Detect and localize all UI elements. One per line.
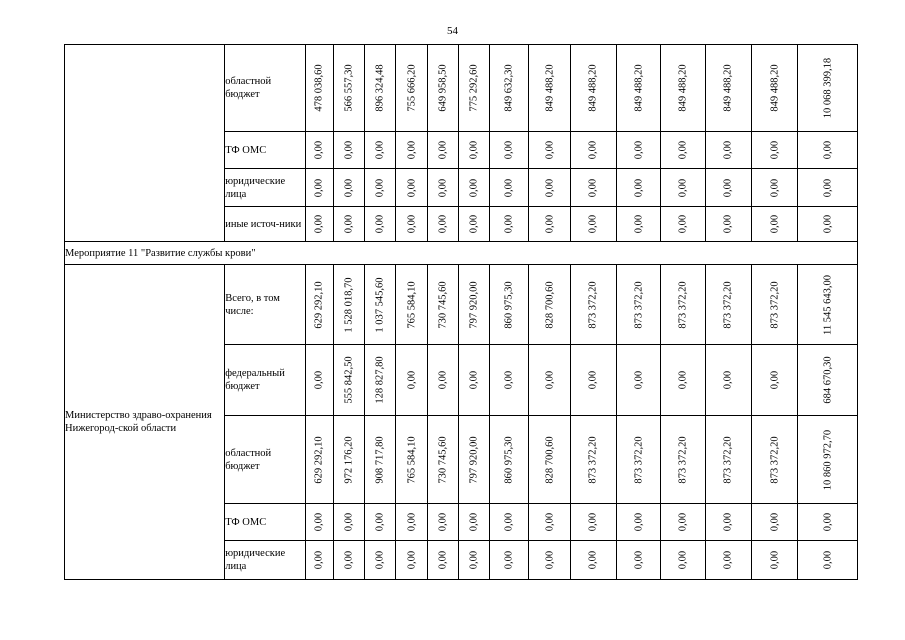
- value-cell: [529, 265, 570, 345]
- value-text: 11 545 643,00: [822, 274, 834, 335]
- value-text: 0,00: [503, 140, 515, 160]
- value-cell: [752, 504, 798, 541]
- value-cell: [529, 541, 570, 580]
- value-text: 730 745,60: [437, 280, 449, 329]
- value-cell: [570, 504, 616, 541]
- value-cell: [752, 416, 798, 504]
- value-cell: [661, 132, 705, 169]
- value-text: 0,00: [406, 178, 418, 197]
- value-text: 0,00: [677, 370, 689, 390]
- source-label: иные источ-ники: [225, 207, 306, 242]
- value-cell: [458, 132, 489, 169]
- value-text: 0,00: [468, 370, 480, 390]
- value-text: 1 037 545,60: [374, 276, 386, 333]
- value-cell: [305, 541, 333, 580]
- value-cell: [661, 345, 705, 416]
- total-value-cell: [798, 265, 858, 345]
- value-text: 0,00: [503, 512, 515, 532]
- value-text: 0,00: [722, 214, 734, 234]
- value-text: 0,00: [544, 370, 556, 390]
- value-text: 849 488,20: [587, 64, 599, 112]
- value-text: 0,00: [722, 550, 734, 570]
- value-text: 873 372,20: [633, 435, 645, 484]
- value-text: 0,00: [503, 214, 515, 234]
- value-text: 0,00: [343, 512, 355, 532]
- value-cell: [617, 207, 661, 242]
- value-cell: [705, 207, 751, 242]
- value-cell: [752, 132, 798, 169]
- source-label: федеральный бюджет: [225, 345, 306, 416]
- value-cell: [396, 207, 427, 242]
- value-text: 0,00: [544, 178, 556, 197]
- value-text: 849 632,30: [503, 64, 515, 112]
- value-text: 0,00: [468, 178, 480, 197]
- value-text: 0,00: [374, 214, 386, 234]
- value-cell: [529, 45, 570, 132]
- value-cell: [305, 132, 333, 169]
- value-text: 0,00: [587, 512, 599, 532]
- value-cell: [705, 169, 751, 207]
- value-cell: [396, 345, 427, 416]
- value-cell: [490, 45, 529, 132]
- value-cell: [705, 132, 751, 169]
- value-text: 0,00: [587, 370, 599, 390]
- value-text: 0,00: [722, 178, 734, 197]
- value-cell: [427, 265, 458, 345]
- value-cell: [334, 45, 365, 132]
- value-cell: [334, 345, 365, 416]
- value-text: 1 528 018,70: [343, 276, 355, 333]
- value-text: 0,00: [677, 512, 689, 532]
- value-cell: [305, 265, 333, 345]
- value-cell: [334, 416, 365, 504]
- source-label: ТФ ОМС: [225, 504, 306, 541]
- value-cell: [617, 45, 661, 132]
- value-cell: [365, 207, 396, 242]
- value-text: 0,00: [437, 512, 449, 532]
- value-cell: [427, 207, 458, 242]
- value-cell: [427, 169, 458, 207]
- value-text: 0,00: [406, 140, 418, 160]
- value-text: 0,00: [374, 512, 386, 532]
- value-cell: [305, 504, 333, 541]
- source-label: областной бюджет: [225, 45, 306, 132]
- value-cell: [427, 504, 458, 541]
- value-text: 0,00: [769, 140, 781, 160]
- value-cell: [570, 541, 616, 580]
- value-text: 849 488,20: [633, 64, 645, 112]
- value-text: 0,00: [677, 140, 689, 160]
- value-text: 478 038,60: [313, 64, 325, 112]
- value-cell: [570, 345, 616, 416]
- total-value-cell: [798, 45, 858, 132]
- value-cell: [334, 207, 365, 242]
- value-cell: [661, 504, 705, 541]
- value-cell: [334, 504, 365, 541]
- value-text: 849 488,20: [722, 64, 734, 112]
- source-label: областной бюджет: [225, 416, 306, 504]
- value-text: 0,00: [769, 550, 781, 570]
- source-label: ТФ ОМС: [225, 132, 306, 169]
- value-text: 0,00: [769, 370, 781, 390]
- value-cell: [365, 541, 396, 580]
- event-title: Мероприятие 11 "Развитие службы крови": [65, 242, 858, 265]
- value-cell: [334, 132, 365, 169]
- source-label: юридические лица: [225, 541, 306, 580]
- value-cell: [458, 541, 489, 580]
- value-cell: [490, 265, 529, 345]
- budget-table: [64, 44, 858, 580]
- value-text: 0,00: [822, 550, 834, 570]
- value-cell: [661, 169, 705, 207]
- value-cell: [752, 45, 798, 132]
- value-text: 0,00: [437, 178, 449, 197]
- value-text: 860 975,30: [503, 435, 515, 484]
- value-text: 0,00: [722, 512, 734, 532]
- value-cell: [334, 265, 365, 345]
- value-text: 0,00: [468, 214, 480, 234]
- value-text: 0,00: [503, 178, 515, 197]
- value-cell: [529, 207, 570, 242]
- value-cell: [365, 416, 396, 504]
- value-text: 775 292,60: [468, 64, 480, 112]
- value-text: 0,00: [633, 214, 645, 234]
- value-text: 0,00: [406, 214, 418, 234]
- value-cell: [529, 132, 570, 169]
- value-text: 0,00: [769, 178, 781, 197]
- value-text: 0,00: [468, 512, 480, 532]
- value-text: 765 584,10: [406, 280, 418, 329]
- value-cell: [617, 416, 661, 504]
- value-text: 873 372,20: [722, 435, 734, 484]
- value-cell: [305, 207, 333, 242]
- value-text: 0,00: [544, 512, 556, 532]
- value-cell: [490, 132, 529, 169]
- value-text: 828 700,60: [544, 280, 556, 329]
- value-cell: [617, 265, 661, 345]
- value-cell: [752, 541, 798, 580]
- value-cell: [305, 416, 333, 504]
- value-text: 0,00: [313, 178, 325, 197]
- value-text: 0,00: [313, 370, 325, 390]
- value-cell: [752, 207, 798, 242]
- value-cell: [617, 541, 661, 580]
- value-text: 908 717,80: [374, 435, 386, 484]
- value-text: 873 372,20: [722, 280, 734, 329]
- value-text: 555 842,50: [343, 356, 355, 404]
- value-cell: [570, 45, 616, 132]
- value-text: 0,00: [633, 550, 645, 570]
- source-label: юридические лица: [225, 169, 306, 207]
- value-text: 873 372,20: [677, 435, 689, 484]
- value-text: 873 372,20: [587, 280, 599, 329]
- responsible-cell-empty: [65, 45, 225, 242]
- value-text: 0,00: [822, 214, 834, 234]
- value-text: 0,00: [633, 512, 645, 532]
- value-text: 0,00: [468, 140, 480, 160]
- value-cell: [396, 416, 427, 504]
- value-text: 0,00: [406, 370, 418, 390]
- total-value-cell: [798, 207, 858, 242]
- source-label: Всего, в том числе:: [225, 265, 306, 345]
- table-row: [65, 265, 858, 345]
- page-number: 54: [447, 25, 458, 37]
- value-cell: [752, 169, 798, 207]
- value-cell: [334, 541, 365, 580]
- value-cell: [396, 265, 427, 345]
- value-cell: [305, 169, 333, 207]
- value-text: 873 372,20: [677, 280, 689, 329]
- value-text: 0,00: [822, 512, 834, 532]
- value-text: 0,00: [544, 214, 556, 234]
- value-cell: [529, 345, 570, 416]
- value-text: 0,00: [406, 512, 418, 532]
- value-text: 797 920,00: [468, 435, 480, 484]
- value-text: 0,00: [437, 370, 449, 390]
- total-value-cell: [798, 132, 858, 169]
- value-text: 797 920,00: [468, 280, 480, 329]
- value-text: 0,00: [503, 370, 515, 390]
- value-cell: [661, 207, 705, 242]
- value-cell: [705, 541, 751, 580]
- value-cell: [661, 265, 705, 345]
- value-text: 0,00: [406, 550, 418, 570]
- value-cell: [570, 169, 616, 207]
- total-value-cell: [798, 169, 858, 207]
- value-cell: [617, 345, 661, 416]
- value-cell: [396, 169, 427, 207]
- value-cell: [490, 345, 529, 416]
- value-cell: [365, 345, 396, 416]
- value-text: 0,00: [343, 550, 355, 570]
- value-cell: [705, 416, 751, 504]
- value-text: 0,00: [677, 178, 689, 197]
- total-value-cell: [798, 345, 858, 416]
- value-cell: [752, 345, 798, 416]
- responsible-executor: Министерство здраво-охранения Нижегород-ской области: [65, 265, 225, 580]
- value-text: 0,00: [437, 550, 449, 570]
- value-cell: [570, 207, 616, 242]
- value-cell: [396, 132, 427, 169]
- value-text: 0,00: [313, 550, 325, 570]
- value-text: 0,00: [633, 370, 645, 390]
- value-text: 849 488,20: [677, 64, 689, 112]
- value-cell: [490, 207, 529, 242]
- value-text: 755 666,20: [406, 64, 418, 112]
- value-cell: [529, 504, 570, 541]
- total-value-cell: [798, 416, 858, 504]
- value-text: 849 488,20: [769, 64, 781, 112]
- value-text: 0,00: [769, 512, 781, 532]
- value-text: 0,00: [343, 214, 355, 234]
- value-text: 0,00: [313, 214, 325, 234]
- value-cell: [365, 132, 396, 169]
- value-text: 0,00: [587, 140, 599, 160]
- value-cell: [396, 541, 427, 580]
- value-text: 0,00: [587, 178, 599, 197]
- value-text: 860 975,30: [503, 280, 515, 329]
- value-cell: [458, 345, 489, 416]
- value-cell: [490, 169, 529, 207]
- value-cell: [458, 265, 489, 345]
- value-text: 0,00: [633, 140, 645, 160]
- value-cell: [365, 265, 396, 345]
- value-text: 0,00: [822, 140, 834, 160]
- value-cell: [427, 132, 458, 169]
- value-cell: [490, 416, 529, 504]
- value-cell: [570, 416, 616, 504]
- value-cell: [617, 169, 661, 207]
- value-text: 0,00: [343, 140, 355, 160]
- value-text: 0,00: [437, 214, 449, 234]
- value-text: 684 670,30: [822, 356, 834, 404]
- value-cell: [661, 416, 705, 504]
- value-cell: [427, 541, 458, 580]
- value-cell: [661, 541, 705, 580]
- value-text: 972 176,20: [343, 435, 355, 484]
- value-text: 0,00: [722, 370, 734, 390]
- value-cell: [617, 504, 661, 541]
- value-text: 0,00: [313, 140, 325, 160]
- value-cell: [617, 132, 661, 169]
- value-text: 0,00: [677, 550, 689, 570]
- value-cell: [334, 169, 365, 207]
- value-cell: [396, 504, 427, 541]
- value-cell: [529, 416, 570, 504]
- value-cell: [705, 345, 751, 416]
- value-text: 0,00: [769, 214, 781, 234]
- total-value-cell: [798, 504, 858, 541]
- value-cell: [458, 207, 489, 242]
- value-cell: [661, 45, 705, 132]
- value-text: 10 068 399,18: [822, 57, 834, 119]
- value-text: 0,00: [468, 550, 480, 570]
- value-cell: [570, 132, 616, 169]
- value-text: 629 292,10: [313, 280, 325, 329]
- value-cell: [458, 169, 489, 207]
- value-text: 896 324,48: [374, 64, 386, 112]
- value-text: 0,00: [544, 550, 556, 570]
- value-text: 0,00: [503, 550, 515, 570]
- value-text: 0,00: [313, 512, 325, 532]
- value-cell: [427, 416, 458, 504]
- value-text: 0,00: [374, 550, 386, 570]
- value-text: 0,00: [822, 178, 834, 197]
- value-cell: [705, 265, 751, 345]
- value-cell: [365, 504, 396, 541]
- value-text: 873 372,20: [633, 280, 645, 329]
- value-text: 0,00: [677, 214, 689, 234]
- value-text: 765 584,10: [406, 435, 418, 484]
- total-value-cell: [798, 541, 858, 580]
- value-text: 730 745,60: [437, 435, 449, 484]
- value-text: 128 827,80: [374, 356, 386, 404]
- value-cell: [305, 345, 333, 416]
- value-text: 0,00: [343, 178, 355, 197]
- value-text: 0,00: [437, 140, 449, 160]
- value-cell: [529, 169, 570, 207]
- value-text: 0,00: [544, 140, 556, 160]
- value-cell: [705, 504, 751, 541]
- value-text: 0,00: [722, 140, 734, 160]
- value-text: 566 557,30: [343, 64, 355, 112]
- value-text: 0,00: [374, 140, 386, 160]
- value-text: 873 372,20: [769, 435, 781, 484]
- table-row: [65, 242, 858, 265]
- value-text: 10 860 972,70: [822, 429, 834, 490]
- value-cell: [458, 504, 489, 541]
- value-cell: [458, 45, 489, 132]
- value-cell: [427, 345, 458, 416]
- value-cell: [396, 45, 427, 132]
- value-text: 873 372,20: [769, 280, 781, 329]
- value-cell: [490, 504, 529, 541]
- value-text: 828 700,60: [544, 435, 556, 484]
- value-cell: [365, 45, 396, 132]
- value-text: 649 958,50: [437, 64, 449, 112]
- value-text: 0,00: [374, 178, 386, 197]
- value-cell: [427, 45, 458, 132]
- value-text: 873 372,20: [587, 435, 599, 484]
- value-text: 0,00: [587, 214, 599, 234]
- value-cell: [705, 45, 751, 132]
- value-text: 629 292,10: [313, 435, 325, 484]
- value-text: 0,00: [587, 550, 599, 570]
- value-cell: [570, 265, 616, 345]
- value-cell: [752, 265, 798, 345]
- value-cell: [305, 45, 333, 132]
- value-cell: [458, 416, 489, 504]
- table-row: [65, 45, 858, 132]
- value-cell: [365, 169, 396, 207]
- value-text: 0,00: [633, 178, 645, 197]
- value-cell: [490, 541, 529, 580]
- value-text: 849 488,20: [544, 64, 556, 112]
